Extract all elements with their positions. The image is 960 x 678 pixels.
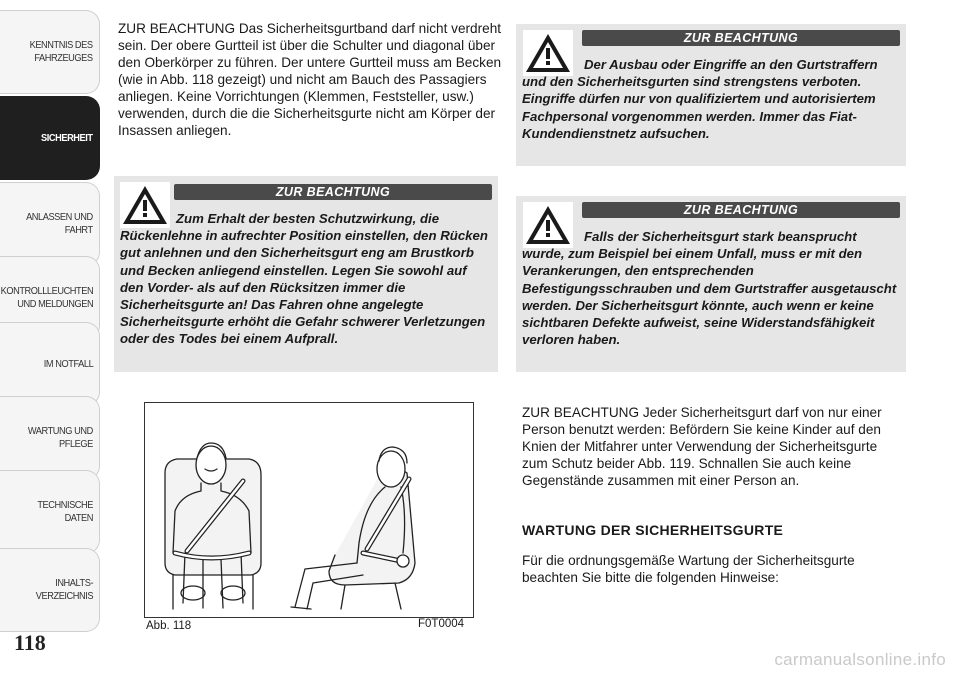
chapter-tabs (0, 0, 104, 678)
tab-label: KONTROLLLEUCHTEN UND MELDUNGEN (0, 285, 93, 310)
watermark: carmanualsonline.info (774, 650, 946, 669)
tab-label: KENNTNIS DES FAHRZEUGES (29, 39, 93, 64)
tab-label: INHALTS- VERZEICHNIS (35, 577, 93, 602)
page-number: 118 (14, 630, 46, 655)
tab-anlassen-und-fahrt[interactable] (0, 182, 100, 266)
warning-text: Der Ausbau oder Eingriffe an den Gurtstraffern und den Sicherheitsgurten sind strengstens verboten. Eingriffe dürfen nur von qualifiziertem und autorisiertem Fachpersonal vorgenommen werden. Immer das Fiat-Kundendienstnetz aufsuchen. (522, 57, 878, 141)
warning-box (516, 196, 906, 372)
maintenance-paragraph: Für die ordnungsgemäße Wartung der Sicherheitsgurte beachten Sie bitte die folgenden Hinweise: (522, 553, 855, 585)
tab-im-notfall[interactable] (0, 322, 100, 406)
warning-title: ZUR BEACHTUNG (683, 31, 799, 45)
tab-label: IM NOTFALL (43, 357, 93, 370)
intro-paragraph: ZUR BEACHTUNG Das Sicherheitsgurtband darf nicht verdreht sein. Der obere Gurtteil ist über die Schulter und diagonal über den Oberkörper zu führen. Der untere Gurtteil muss am Becken (wie in Abb. 118 gezeigt) und nicht am Bauch des Passagiers anliegen. Keine Vorrichtungen (Klemmen, Feststeller, usw.) verwenden, durch die die Sicherheitsgurte nicht am Körper der Insassen anliegen. (118, 21, 502, 138)
warning-text: Zum Erhalt der besten Schutzwirkung, die Rückenlehne in aufrechter Position einstellen, den Rücken gut anlehnen und den Sicherheitsgurt eng am Brustkorb und Becken anliegend einstellen. Legen Sie sowohl auf den Vorder- als auf den Rücksitzen immer die Sicherheitsgurte an! Das Fahren ohne angelegte Sicherheitsgurte erhöht die Gefahr schwerer Verletzungen oder des Todes bei einem Aufprall. (120, 211, 488, 347)
warning-title-bar (582, 202, 900, 218)
seatbelt-illustration (144, 402, 474, 618)
seatbelt-drawing (145, 403, 473, 617)
warning-title-bar (174, 184, 492, 200)
tab-label: ANLASSEN UND FAHRT (26, 211, 93, 236)
section-heading: WARTUNG DER SICHERHEITSGURTE (522, 522, 784, 538)
tab-kenntnis-des-fahrzeuges[interactable] (0, 10, 100, 94)
warning-title: ZUR BEACHTUNG (683, 203, 799, 217)
warning-title: ZUR BEACHTUNG (275, 185, 391, 199)
warning-box (516, 24, 906, 166)
tab-label: TECHNISCHE DATEN (37, 499, 93, 524)
figure-caption: Abb. 118 (146, 620, 192, 632)
usage-paragraph: ZUR BEACHTUNG Jeder Sicherheitsgurt darf von nur einer Person benutzt werden: Befördern Sie keine Kinder auf den Knien der Mitfahrer unter Verwendung der Sicherheitsgurte zum Schutz beider Abb. 119. Schnallen Sie auch keine Gegenstände zusammen mit einer Person an. (522, 405, 882, 488)
warning-text: Falls der Sicherheitsgurt stark beansprucht wurde, zum Beispiel bei einem Unfall, muss er mit den Verankerungen, den entsprechenden Befestigungsschrauben und dem Gurtstraffer ausgetauscht werden. Der Sicherheitsgurt könnte, auch wenn er keine sichtbaren Defekte aufweist, seine Widerstandsfähigkeit verloren haben. (522, 229, 897, 348)
tab-wartung-und-pflege[interactable] (0, 396, 100, 480)
figure-code: F0T0004 (418, 618, 465, 630)
tab-sicherheit[interactable] (0, 96, 100, 180)
tab-inhaltsverzeichnis[interactable] (0, 548, 100, 632)
tab-label: SICHERHEIT (41, 131, 93, 144)
warning-title-bar (582, 30, 900, 46)
tab-technische-daten[interactable] (0, 470, 100, 554)
warning-box (114, 176, 498, 372)
tab-label: WARTUNG UND PFLEGE (28, 425, 93, 450)
